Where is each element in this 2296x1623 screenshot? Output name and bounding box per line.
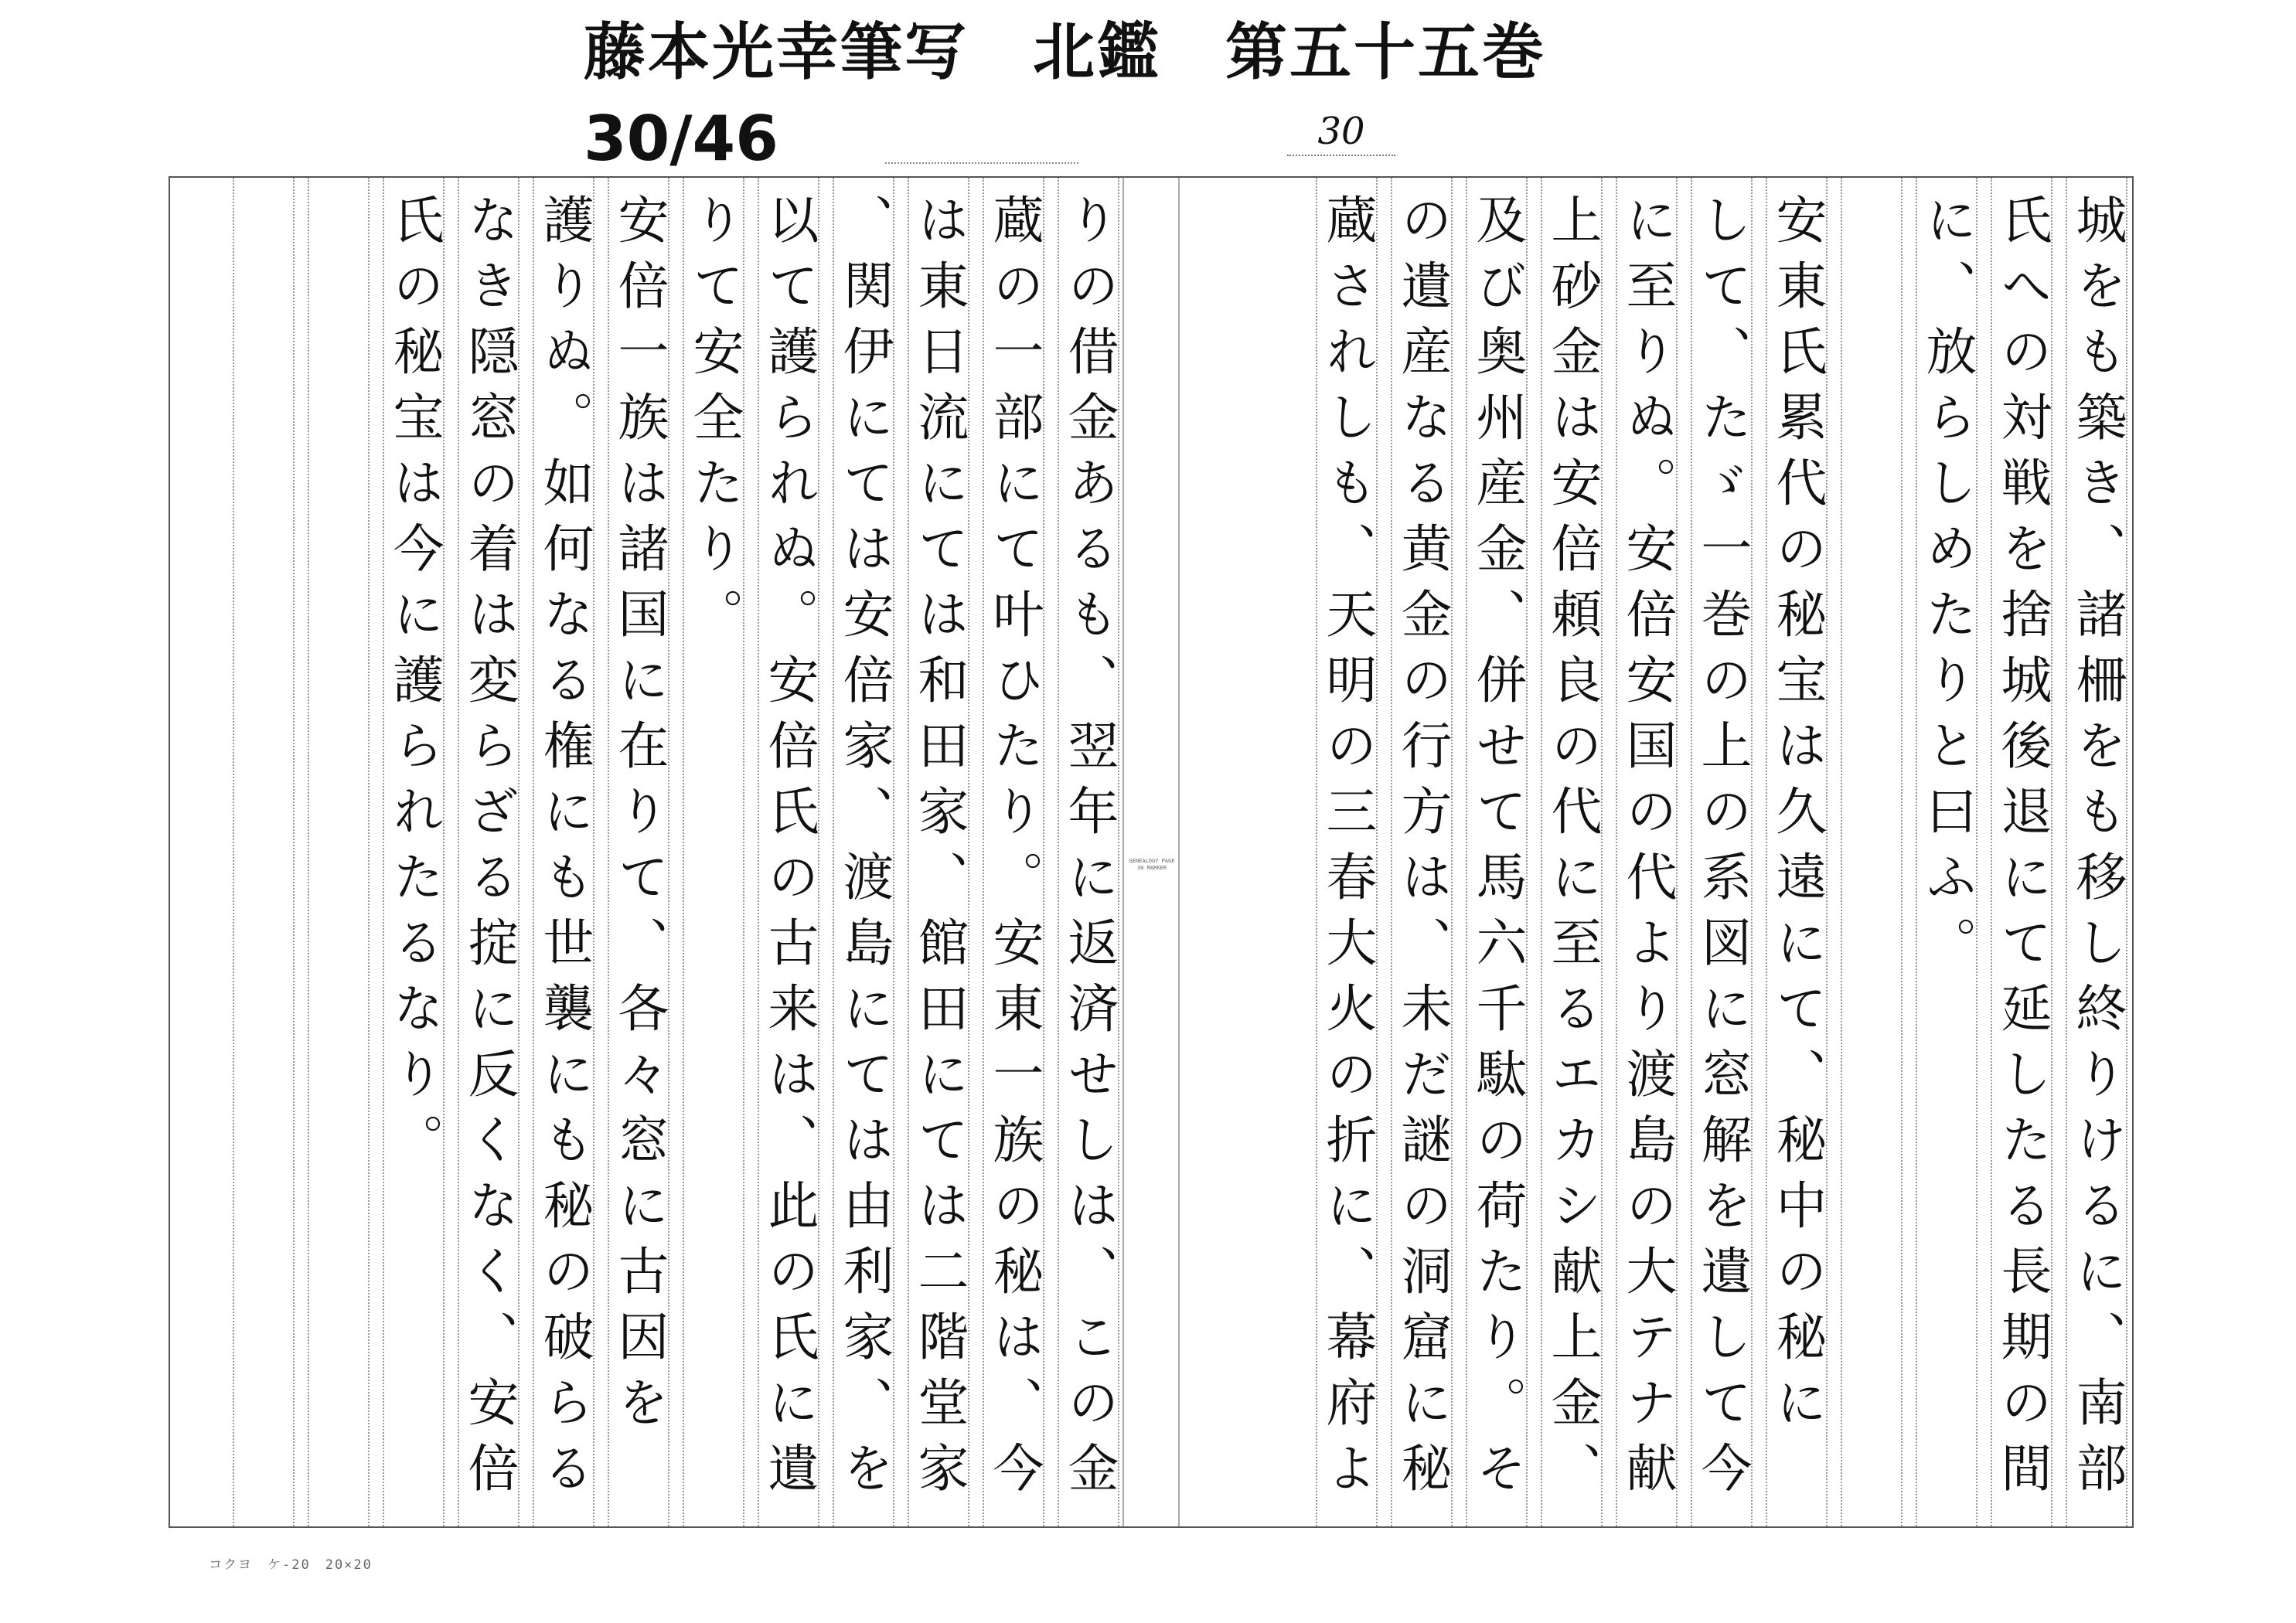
column-text	[1841, 193, 1903, 1515]
manuscript-column	[308, 178, 370, 1526]
column-text: 蔵の一部にて叶ひたり。安東一族の秘は、今	[984, 193, 1044, 1507]
top-dotted-rule	[885, 162, 1078, 164]
column-text: の遺産なる黄金の行方は、未だ謎の洞窟に秘	[1392, 193, 1452, 1507]
column-text: に至りぬ。安倍安国の代より渡島の大テナ献	[1617, 193, 1677, 1507]
manuscript-column	[908, 178, 969, 1526]
column-text	[308, 193, 370, 1515]
paper-brand-footer: コクヨ ケ-20 20×20	[209, 1557, 373, 1573]
column-text: りの借金あるも、翌年に返済せしは、この金	[1059, 193, 1119, 1507]
column-text: 及び奥州産金、併せて馬六千駄の荷たり。そ	[1467, 193, 1527, 1507]
manuscript-column	[1841, 178, 1903, 1526]
manuscript-column	[1991, 178, 2052, 1526]
manuscript-column	[1541, 178, 1603, 1526]
column-text: 以て護られぬ。安倍氏の古来は、此の氏に遺	[759, 193, 819, 1507]
column-text: 安東氏累代の秘宝は久遠にて、秘中の秘に	[1767, 193, 1827, 1441]
manuscript-column	[233, 178, 295, 1526]
manuscript-column	[683, 178, 744, 1526]
manuscript-column	[1691, 178, 1753, 1526]
manuscript-column	[1766, 178, 1828, 1526]
manuscript-column	[1616, 178, 1678, 1526]
manuscript-column	[608, 178, 669, 1526]
column-text: 氏への対戦を捨城後退にて延したる長期の間	[1992, 193, 2052, 1507]
column-text: なき隠窓の着は変らざる掟に反くなく、安倍	[459, 193, 519, 1507]
center-gutter	[1122, 178, 1180, 1526]
column-text: りて安全たり。	[684, 193, 744, 653]
column-text: 上砂金は安倍頼良の代に至るエカシ献上金、	[1542, 193, 1602, 1507]
manuscript-column	[1466, 178, 1528, 1526]
manuscript-column	[758, 178, 819, 1526]
document-title: 藤本光幸筆写 北鑑 第五十五巻	[584, 16, 1546, 88]
page-indicator: 30/46	[584, 103, 778, 175]
manuscript-column	[1916, 178, 1977, 1526]
column-text: 安倍一族は諸国に在りて、各々窓に古因を	[609, 193, 669, 1441]
manuscript-column	[383, 178, 445, 1526]
column-text: 城をも築き、諸柵をも移し終りけるに、南部	[2067, 193, 2127, 1507]
column-text: して、たゞ一巻の上の系図に窓解を遺して今	[1692, 193, 1752, 1507]
manuscript-column	[1391, 178, 1453, 1526]
column-text: 、関伊にては安倍家、渡島にては由利家、を	[834, 193, 894, 1507]
column-text: 蔵されしも、天明の三春大火の折に、幕府よ	[1317, 193, 1377, 1507]
column-text: 護りぬ。如何なる権にも世襲にも秘の破らる	[534, 193, 594, 1507]
column-text: に、放らしめたりと曰ふ。	[1917, 193, 1977, 982]
gutter-stamp: GENEALOGY PAGE 30 MARKER	[1129, 858, 1175, 871]
column-text: は東日流にては和田家、館田にては二階堂家	[909, 193, 969, 1507]
manuscript-column	[2066, 178, 2127, 1526]
manuscript-column	[1058, 178, 1119, 1526]
column-text	[233, 193, 295, 1515]
manuscript-column	[1316, 178, 1378, 1526]
manuscript-column	[458, 178, 519, 1526]
manuscript-sheet	[169, 176, 2134, 1528]
manuscript-column	[533, 178, 594, 1526]
handwritten-page-number: 30	[1287, 108, 1395, 156]
manuscript-column	[833, 178, 894, 1526]
manuscript-column	[983, 178, 1044, 1526]
column-text: 氏の秘宝は今に護られたるなり。	[384, 193, 444, 1179]
